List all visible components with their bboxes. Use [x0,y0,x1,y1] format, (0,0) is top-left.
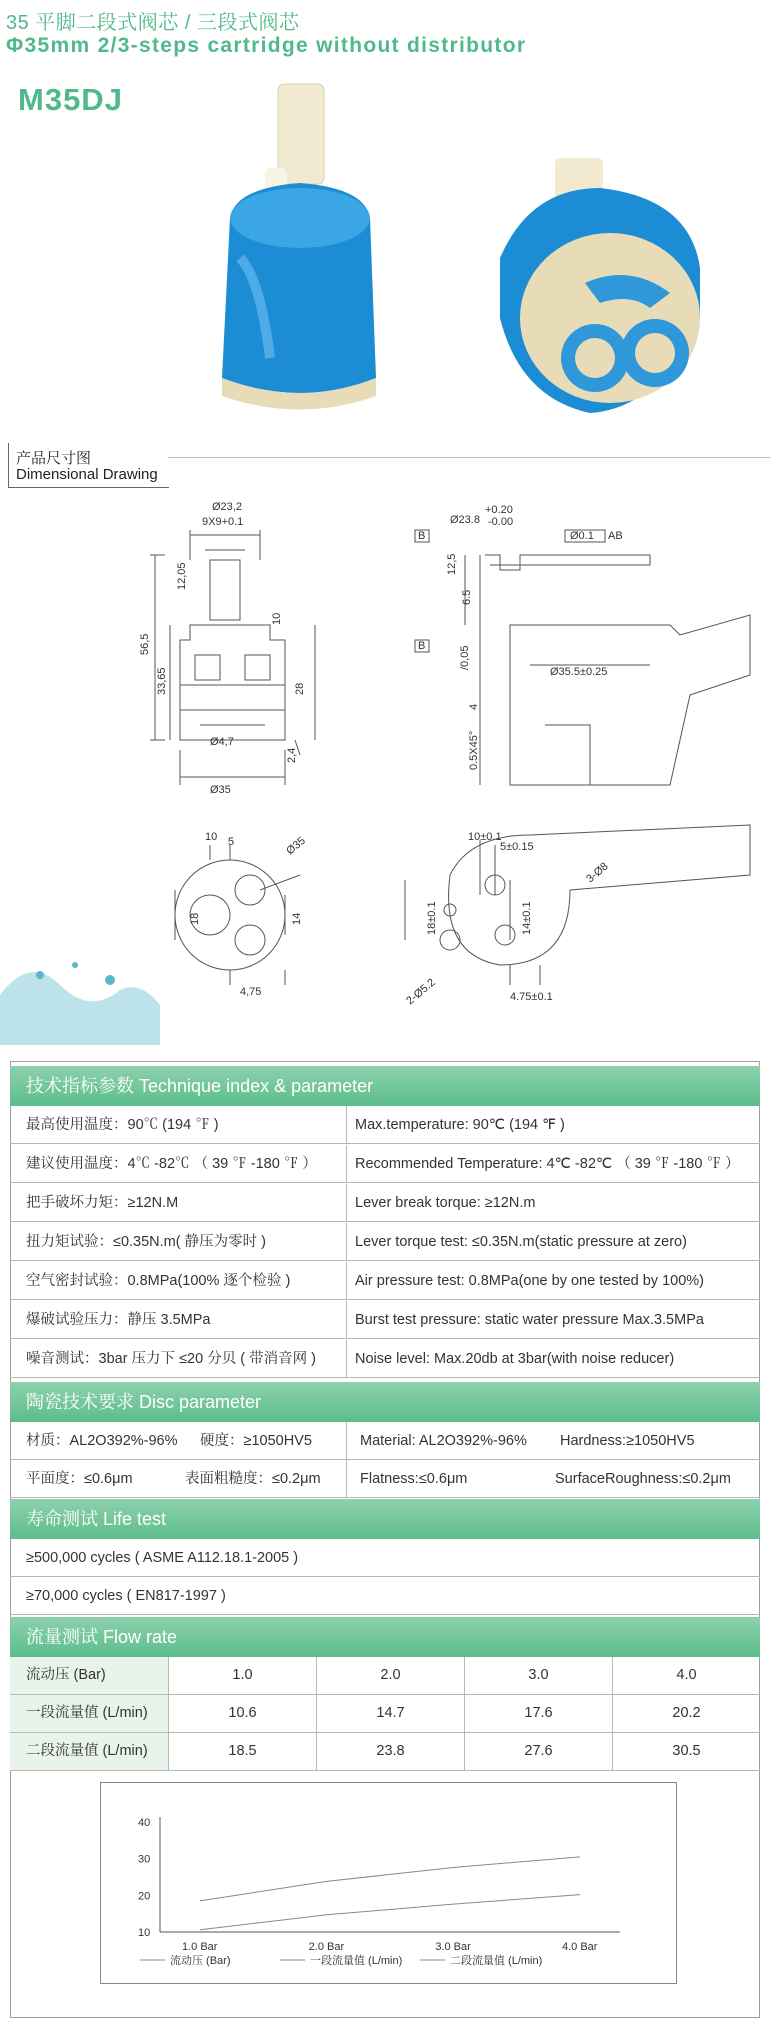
flow-chart [100,1782,675,1982]
y-tick-label: 30 [138,1853,151,1866]
dim-label: 10 [271,612,283,625]
water-splash-decoration [0,935,160,1045]
dim-label: Ø35.5±0.25 [550,666,608,678]
dim-label: Ø23,2 [212,501,242,513]
y-tick-label: 40 [138,1817,151,1829]
legend-label: 一段流量值 (L/min) [310,1955,403,1967]
flow-row-label: 二段流量值 (L/min) [10,1733,168,1770]
dim-label: 6.5 [461,589,473,605]
divider [346,1262,347,1300]
dim-label: B [418,530,426,542]
section-header-tech: 技术指标参数 Technique index & parameter [10,1066,760,1106]
x-tick-label: 4.0 Bar [562,1941,598,1953]
flow-row [10,1733,760,1771]
legend-label: 流动压 (Bar) [170,1955,231,1967]
disc-en2: SurfaceRoughness:≤0.2μm [555,1471,731,1487]
dim-label: 10±0.1 [468,831,502,843]
divider [346,1422,347,1460]
dim-label: Ø0.1 [570,530,594,542]
flow-cell: 23.8 [316,1733,464,1770]
flow-row [10,1695,760,1733]
dim-label: +0.20 [485,504,513,516]
dim-label: 4 [468,703,480,710]
tech-row [10,1340,760,1378]
tech-cn: 最高使用温度：90℃ (194 ℉ ) [26,1117,219,1133]
dim-label: 14±0.1 [521,901,533,935]
life-row [10,1577,760,1615]
flow-cell: 20.2 [612,1695,760,1732]
disc-cn2: 硬度：≥1050HV5 [200,1433,312,1449]
tech-row [10,1145,760,1183]
dim-label: B [418,640,426,652]
dim-label: Ø35 [284,834,308,858]
model-number: M35DJ [18,82,123,117]
dim-label: 4,75 [240,986,262,998]
life-text: ≥70,000 cycles ( EN817-1997 ) [26,1588,226,1604]
tech-cn: 噪音测试：3bar 压力下 ≤20 分贝 ( 带消音网 ) [26,1351,316,1367]
dim-label: 18 [189,912,201,925]
dim-label: 0.5X45° [468,730,480,770]
divider [346,1106,347,1144]
flow-cell: 2.0 [316,1657,464,1694]
dim-label: 33,65 [156,667,168,695]
section-header-life: 寿命测试 Life test [10,1499,760,1539]
series-line [200,1895,580,1930]
flow-cell: 30.5 [612,1733,760,1770]
tech-cn: 把手破坏力矩：≥12N.M [26,1195,179,1211]
dim-label: 18±0.1 [426,901,438,935]
disc-cn1: 材质：AL2O392%-96% [26,1433,178,1449]
x-tick-label: 2.0 Bar [308,1941,345,1953]
tech-cn: 空气密封试验：0.8MPa(100% 逐个检验 ) [26,1273,291,1289]
dim-label: 12,5 [446,553,458,575]
tech-en: Recommended Temperature: 4℃ -82℃ （ 39 ℉ -180 ℉ ） [355,1156,740,1172]
dim-label: -0.00 [488,516,514,528]
disc-row [10,1422,760,1460]
legend-label: 二段流量值 (L/min) [450,1955,543,1967]
dim-label: 5±0.15 [500,841,534,853]
section-header-disc: 陶瓷技术要求 Disc parameter [10,1382,760,1422]
cartridge-bottom-image [500,158,700,413]
tech-row [10,1223,760,1261]
dim-label: 3-Ø8 [584,860,611,886]
flow-cell: 1.0 [168,1657,316,1694]
tech-en: Noise level: Max.20db at 3bar(with noise reducer) [355,1351,675,1367]
disc-en1: Flatness:≤0.6μm [360,1471,468,1487]
tech-row [10,1301,760,1339]
dim-label: 28 [294,682,306,695]
flow-row [10,1657,760,1695]
section-header-flow: 流量测试 Flow rate [10,1617,760,1657]
y-tick-label: 10 [138,1927,151,1939]
x-tick-label: 1.0 Bar [182,1941,218,1953]
tech-cn: 扭力矩试验：≤0.35N.m( 静压为零时 ) [26,1234,266,1250]
life-text: ≥500,000 cycles ( ASME A112.18.1-2005 ) [26,1550,299,1566]
flow-cell: 14.7 [316,1695,464,1732]
title-en: Φ35mm 2/3-steps cartridge without distributor [6,34,527,57]
tech-en: Lever break torque: ≥12N.m [355,1195,536,1211]
flow-cell: 27.6 [464,1733,612,1770]
tech-row [10,1184,760,1222]
life-row [10,1539,760,1577]
dim-label: 12,05 [176,562,188,590]
title-cn: 35 平脚二段式阀芯 / 三段式阀芯 [6,12,300,34]
divider [168,457,770,458]
tech-en: Lever torque test: ≤0.35N.m(static pressure at zero) [355,1234,687,1250]
y-tick-label: 20 [138,1890,151,1903]
disc-en1: Material: AL2O392%-96% [360,1433,527,1449]
disc-cn1: 平面度：≤0.6μm [26,1471,133,1487]
divider [346,1301,347,1339]
disc-row [10,1460,760,1498]
cartridge-side-image [222,84,376,410]
dim-label: 4.75±0.1 [510,991,553,1003]
tech-en: Air pressure test: 0.8MPa(one by one tested by 100%) [355,1273,704,1289]
product-photo [200,78,780,418]
dimensional-drawing-label-en: Dimensional Drawing [16,466,158,483]
flow-row-label: 流动压 (Bar) [10,1657,168,1694]
tech-row [10,1106,760,1144]
divider [346,1145,347,1183]
divider [346,1460,347,1498]
dim-label: 10 [205,831,218,843]
flow-cell: 17.6 [464,1695,612,1732]
dim-label: 2,4 [286,747,298,763]
dim-label: /0,05 [459,645,471,670]
dim-label: 9X9+0.1 [202,516,244,528]
divider [346,1184,347,1222]
tech-en: Max.temperature: 90℃ (194 ℉ ) [355,1117,565,1133]
series-line [200,1857,580,1901]
tech-cn: 爆破试验压力：静压 3.5MPa [26,1312,211,1328]
dim-label: 14 [291,912,303,925]
disc-cn2: 表面粗糙度：≤0.2μm [185,1471,321,1487]
flow-cell: 3.0 [464,1657,612,1694]
divider [346,1223,347,1261]
tech-row [10,1262,760,1300]
dim-label: Ø4,7 [210,736,234,748]
dim-label: AB [608,530,623,542]
dim-label: Ø23.8 [450,514,480,526]
dim-label: Ø35 [210,784,231,796]
tech-cn: 建议使用温度：4℃ -82℃ （ 39 ℉ -180 ℉ ） [26,1156,317,1172]
flow-row-label: 一段流量值 (L/min) [10,1695,168,1732]
divider [346,1340,347,1378]
tech-en: Burst test pressure: static water pressure Max.3.5MPa [355,1312,704,1328]
dim-label: 56,5 [139,633,151,655]
flow-cell: 18.5 [168,1733,316,1770]
technical-drawing [139,495,750,1035]
dimensional-drawing-label-cn: 产品尺寸图 [16,450,92,467]
disc-en2: Hardness:≥1050HV5 [560,1433,695,1449]
dim-label: 5 [228,836,235,848]
flow-cell: 4.0 [612,1657,760,1694]
dim-label: 2-Ø5.2 [404,976,438,1008]
x-tick-label: 3.0 Bar [435,1941,471,1953]
flow-cell: 10.6 [168,1695,316,1732]
